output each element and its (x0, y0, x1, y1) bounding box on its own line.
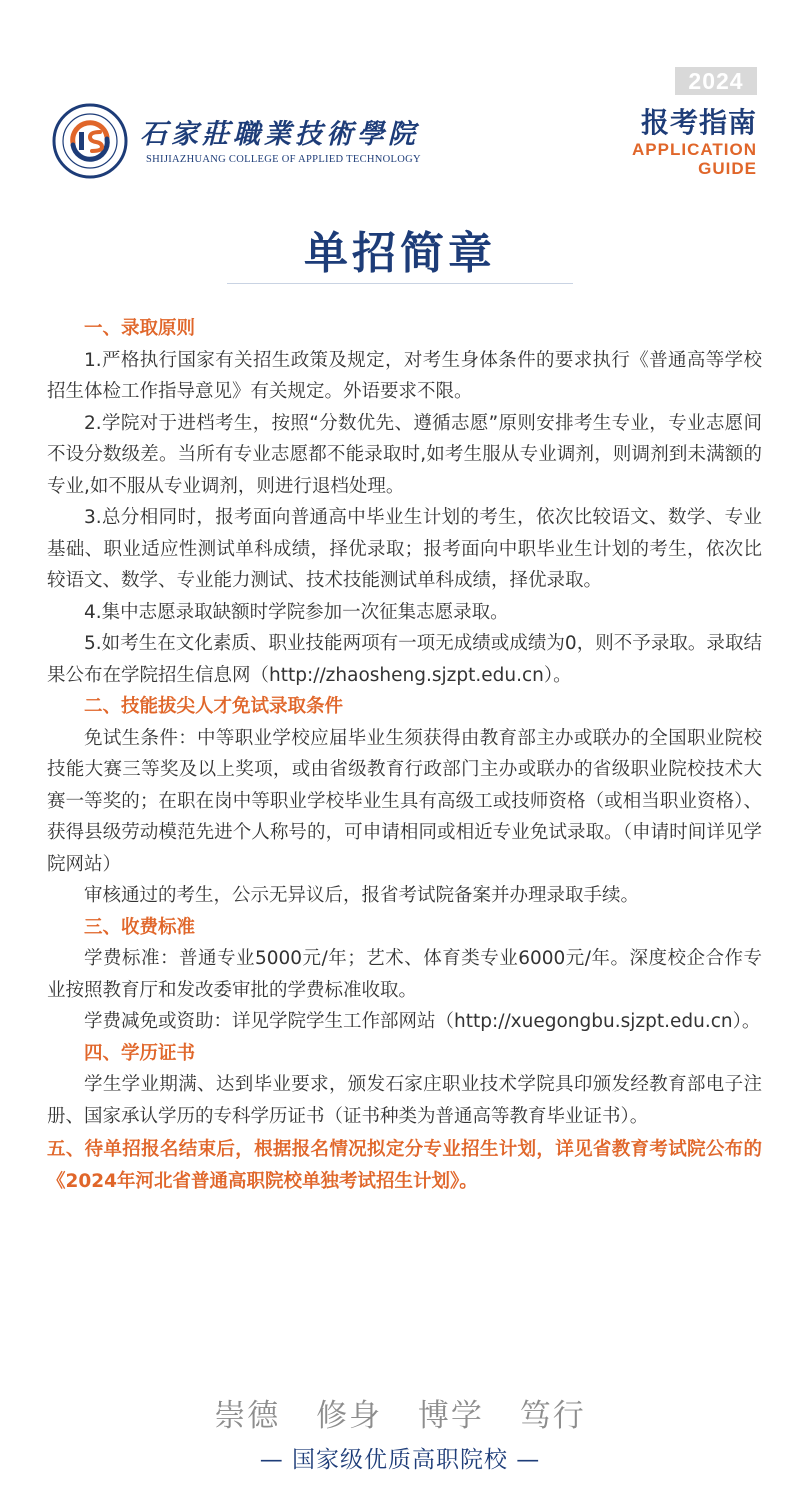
guide-title-en-line1: APPLICATION (632, 140, 757, 159)
motto-word: 崇德 (214, 1398, 281, 1434)
guide-title-en-line2: GUIDE (698, 159, 757, 178)
college-seal-icon (52, 103, 128, 179)
paragraph: 审核通过的考生，公示无异议后，报省考试院备案并办理录取手续。 (84, 885, 640, 906)
motto-word: 博学 (417, 1398, 484, 1434)
guide-title-cn: 报考指南 (640, 106, 757, 139)
section-heading-diploma: 四、学历证书 (84, 1042, 196, 1064)
motto-word: 修身 (316, 1398, 383, 1434)
paragraph: 学费标准：普通专业5000元/年；艺术、体育类专业6000元/年。深度校企合作专业按照教育厅和发改委审批的学费标准收取。 (47, 948, 762, 1001)
college-motto (0, 1390, 800, 1435)
paragraph: 1.严格执行国家有关招生政策及规定，对考生身体条件的要求执行《普通高等学校招生体检工作指导意见》有关规定。外语要求不限。 (47, 349, 762, 402)
paragraph: 2.学院对于进档考生，按照“分数优先、遵循志愿”原则安排考生专业，专业志愿间不设分数级差。当所有专业志愿都不能录取时,如考生服从专业调剂，则调剂到未满额的专业,如不服从专业调剂，则进行退档处理。 (47, 412, 762, 497)
paragraph: 5.如考生在文化素质、职业技能两项有一项无成绩或成绩为0，则不予录取。录取结果公布在学院招生信息网（http://zhaosheng.sjzpt.edu.cn）。 (47, 633, 762, 686)
section-heading-exemption: 二、技能拔尖人才免试录取条件 (84, 696, 344, 717)
paragraph: 学生学业期满、达到毕业要求，颁发石家庄职业技术学院具印颁发经教育部电子注册、国家承认学历的专科学历证书（证书种类为普通高等教育毕业证书）。 (47, 1074, 762, 1127)
motto-subtitle: — 国家级优质高职院校 — (259, 1447, 541, 1473)
college-name-cn: 石家莊職業技術學院 (140, 119, 419, 150)
paragraph: 3.总分相同时，报考面向普通高中毕业生计划的考生，依次比较语文、数学、专业基础、职业适应性测试单科成绩，择优录取；报考面向中职毕业生计划的考生，依次比较语文、数学、专业能力测试、技术技能测试单科成绩，择优录取。 (47, 507, 762, 591)
final-note: 五、待单招报名结束后，根据报名情况拟定分专业招生计划，详见省教育考试院公布的《2024年河北省普通高职院校单独考试招生计划》。 (47, 1139, 762, 1192)
section-heading-admission: 一、录取原则 (84, 318, 196, 339)
year-badge: 2024 (675, 67, 757, 95)
paragraph: 4.集中志愿录取缺额时学院参加一次征集志愿录取。 (84, 601, 509, 623)
page-header (0, 0, 800, 200)
college-name-en: SHIJIAZHUANG COLLEGE OF APPLIED TECHNOLOGY (146, 154, 421, 165)
paragraph: 学费减免或资助：详见学院学生工作部网站（http://xuegongbu.sjzpt.edu.cn）。 (84, 1011, 761, 1032)
motto-word: 笃行 (519, 1398, 586, 1434)
document-body (47, 313, 762, 1197)
paragraph: 免试生条件：中等职业学校应届毕业生须获得由教育部主办或联办的全国职业院校技能大赛三等奖及以上奖项，或由省级教育行政部门主办或联办的省级职业院校技术大赛一等奖的；在职在岗中等职业学校毕业生具有高级工或技师资格（或相当职业资格）、获得县级劳动模范先进个人称号的，可申请相同或相近专业免试录取。（申请时间详见学院网站） (47, 727, 762, 875)
page-title: 单招简章 (304, 228, 496, 279)
title-divider (227, 283, 573, 284)
section-heading-fees: 三、收费标准 (84, 916, 196, 938)
